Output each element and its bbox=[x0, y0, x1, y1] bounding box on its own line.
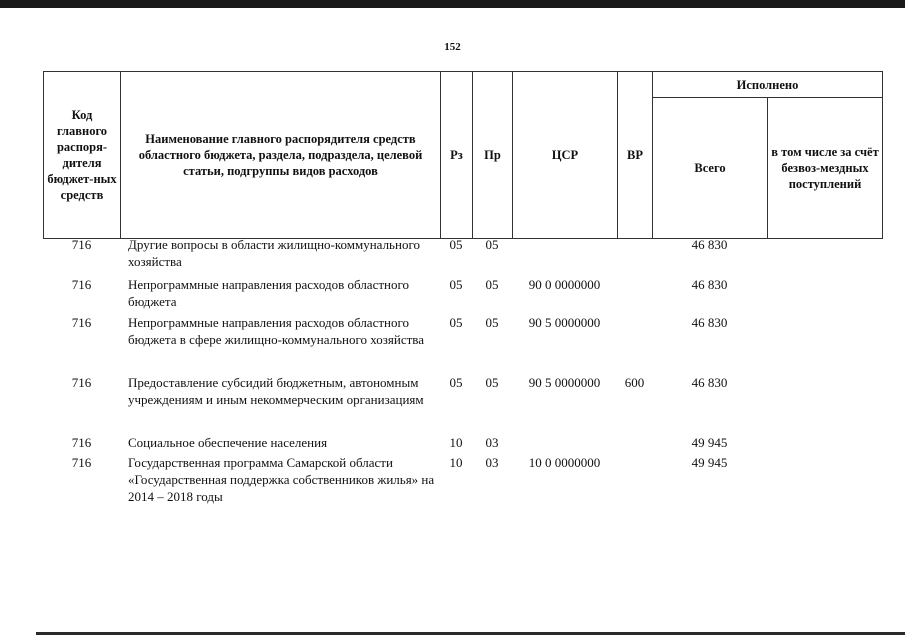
cell-kod: 716 bbox=[71, 315, 92, 330]
top-border bbox=[0, 0, 905, 8]
header-bezvoz: в том числе за счёт безвоз-мездных поступлений bbox=[768, 98, 883, 239]
page-number: 152 bbox=[444, 41, 461, 53]
cell-rz: 05 bbox=[449, 315, 463, 330]
cell-kod: 716 bbox=[71, 435, 92, 450]
header-kod: Код главного распоря-дителя бюджет-ных средств bbox=[44, 72, 121, 239]
bottom-border bbox=[36, 632, 905, 635]
table-row bbox=[43, 434, 882, 454]
cell-csr: 10 0 0000000 bbox=[528, 455, 601, 470]
cell-name: Предоставление субсидий бюджетным, автономным учреждениям и иным некоммерческим организациям bbox=[128, 375, 424, 407]
cell-rz: 05 bbox=[449, 375, 463, 390]
cell-bezvoz bbox=[767, 236, 882, 276]
cell-vr bbox=[617, 314, 652, 374]
cell-name: Непрограммные направления расходов областного бюджета bbox=[128, 277, 409, 309]
cell-kod: 716 bbox=[71, 375, 92, 390]
table-row bbox=[43, 276, 882, 314]
cell-rz: 10 bbox=[449, 455, 463, 470]
header-vr: ВР bbox=[618, 72, 653, 239]
cell-total: 46 830 bbox=[691, 315, 728, 330]
cell-kod: 716 bbox=[71, 455, 92, 470]
cell-rz: 10 bbox=[449, 435, 463, 450]
cell-csr: 90 5 0000000 bbox=[528, 375, 601, 390]
cell-pr: 03 bbox=[485, 455, 499, 470]
table-header bbox=[43, 71, 883, 239]
cell-pr: 03 bbox=[485, 435, 499, 450]
cell-name: Социальное обеспечение населения bbox=[128, 435, 328, 450]
cell-kod: 716 bbox=[71, 237, 92, 252]
cell-name: Непрограммные направления расходов областного бюджета в сфере жилищно-коммунального хозяйства bbox=[128, 315, 425, 347]
cell-bezvoz bbox=[767, 276, 882, 314]
cell-csr bbox=[512, 434, 617, 454]
cell-name: Другие вопросы в области жилищно-коммунального хозяйства bbox=[128, 237, 420, 269]
cell-pr: 05 bbox=[485, 315, 499, 330]
table-row bbox=[43, 374, 882, 434]
cell-vr bbox=[617, 236, 652, 276]
cell-name: Государственная программа Самарской области «Государственная поддержка собственников жилья» на 2014 – 2018 годы bbox=[128, 455, 435, 504]
cell-bezvoz bbox=[767, 374, 882, 434]
cell-kod: 716 bbox=[71, 277, 92, 292]
cell-vr: 600 bbox=[624, 375, 645, 390]
cell-total: 46 830 bbox=[691, 237, 728, 252]
cell-total: 46 830 bbox=[691, 277, 728, 292]
cell-csr bbox=[512, 236, 617, 276]
cell-bezvoz bbox=[767, 314, 882, 374]
cell-vr bbox=[617, 434, 652, 454]
header-vsego: Всего bbox=[653, 98, 768, 239]
cell-rz: 05 bbox=[449, 277, 463, 292]
table-row bbox=[43, 314, 882, 374]
table-body bbox=[43, 236, 882, 505]
cell-bezvoz bbox=[767, 454, 882, 505]
cell-bezvoz bbox=[767, 434, 882, 454]
cell-csr: 90 0 0000000 bbox=[528, 277, 601, 292]
header-ispolneno: Исполнено bbox=[653, 72, 883, 98]
cell-vr bbox=[617, 276, 652, 314]
cell-csr: 90 5 0000000 bbox=[528, 315, 601, 330]
header-name: Наименование главного распорядителя средств областного бюджета, раздела, подраздела, целевой статьи, подгруппы видов расходов bbox=[121, 72, 441, 239]
cell-vr bbox=[617, 454, 652, 505]
cell-pr: 05 bbox=[485, 375, 499, 390]
header-pr: Пр bbox=[473, 72, 513, 239]
table-row bbox=[43, 236, 882, 276]
cell-rz: 05 bbox=[449, 237, 463, 252]
cell-pr: 05 bbox=[485, 277, 499, 292]
table-row bbox=[43, 454, 882, 505]
header-rz: Рз bbox=[441, 72, 473, 239]
cell-pr: 05 bbox=[485, 237, 499, 252]
cell-total: 46 830 bbox=[691, 375, 728, 390]
cell-total: 49 945 bbox=[691, 455, 728, 470]
cell-total: 49 945 bbox=[691, 435, 728, 450]
header-csr: ЦСР bbox=[513, 72, 618, 239]
